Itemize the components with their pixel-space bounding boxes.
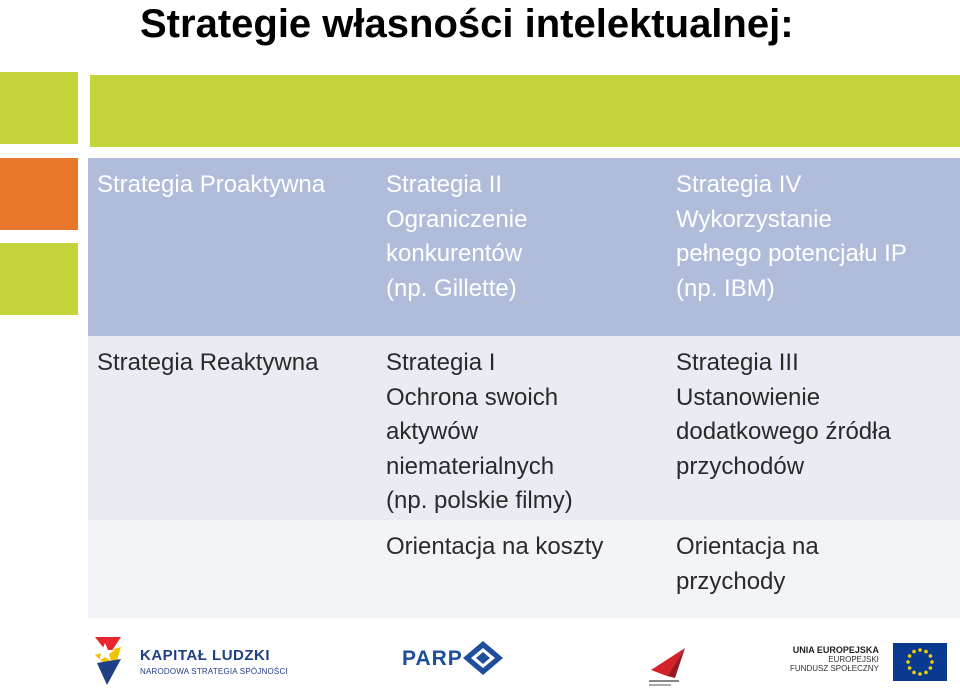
footer-logos	[0, 625, 960, 695]
table-row-reactive	[88, 336, 960, 520]
cell-line: Orientacja na koszty	[386, 533, 604, 560]
strategy-1-cell	[386, 346, 666, 519]
cell-line: Orientacja na	[676, 533, 819, 560]
klub-innowacyjnych-icon	[645, 640, 691, 686]
parp-logo-text: PARP	[402, 647, 463, 670]
page-title: Strategie własności intelektualnej:	[140, 2, 794, 46]
cell-line: pełnego potencjału IP	[676, 240, 907, 267]
decor-square-orange	[0, 158, 78, 230]
cell-line: (np. Gillette)	[386, 274, 517, 302]
cell-line: Ograniczenie	[386, 205, 528, 233]
kapital-ludzki-name: KAPITAŁ LUDZKI	[140, 647, 271, 664]
cell-line: Strategia IV	[676, 171, 802, 198]
parp-arrows-icon	[463, 641, 503, 675]
cell-line: przychody	[676, 567, 786, 595]
kapital-ludzki-logo	[140, 647, 288, 676]
strategy-3-cell	[676, 346, 956, 484]
decor-bar-green	[90, 75, 960, 147]
cell-line: Strategia II	[386, 171, 503, 198]
decor-square-green-top	[0, 72, 78, 144]
row-label	[97, 168, 382, 203]
cell-line: konkurentów	[386, 240, 523, 267]
cell-line: Strategia I	[386, 349, 496, 376]
cell-line: dodatkowego źródła	[676, 418, 891, 445]
eu-name: UNIA EUROPEJSKA	[792, 645, 879, 655]
cell-line: Ustanowienie	[676, 383, 821, 411]
cell-line: przychodów	[676, 452, 805, 480]
strategy-2-cell	[386, 168, 666, 306]
eu-fund-line-1: EUROPEJSKI	[828, 655, 879, 664]
revenue-orientation-cell	[676, 530, 956, 599]
decor-square-green-bottom	[0, 243, 78, 315]
cell-line: niematerialnych	[386, 452, 555, 480]
cell-line: (np. IBM)	[676, 274, 775, 302]
cell-line: aktywów	[386, 418, 479, 445]
kapital-ludzki-flag-icon	[91, 633, 127, 687]
strategy-4-cell	[676, 168, 956, 306]
cell-line: (np. polskie filmy)	[386, 487, 573, 514]
cell-line: Strategia Proaktywna	[97, 171, 326, 198]
cell-line: Strategia Reaktywna	[97, 349, 319, 376]
table-row-orientation	[88, 520, 960, 618]
cell-line: Wykorzystanie	[676, 205, 832, 233]
cost-orientation-cell	[386, 530, 666, 565]
eu-fund-line-2: FUNDUSZ SPOŁECZNY	[790, 664, 879, 673]
cell-line: Ochrona swoich	[386, 383, 559, 411]
cell-line: Strategia III	[676, 349, 799, 376]
row-label	[97, 346, 382, 381]
table-row-proactive	[88, 158, 960, 336]
kapital-ludzki-subtitle: NARODOWA STRATEGIA SPÓJNOŚCI	[140, 667, 288, 676]
eu-flag-icon	[893, 643, 947, 681]
strategy-table	[88, 158, 960, 618]
eu-logo-text	[790, 645, 879, 673]
